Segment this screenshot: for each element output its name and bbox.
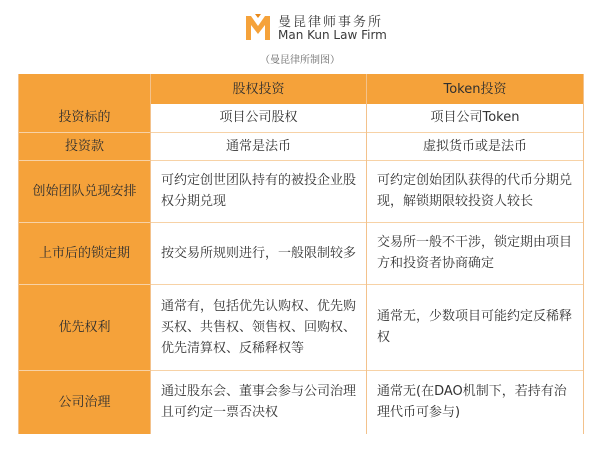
- table-row: [19, 284, 584, 370]
- row-label: 上市后的锁定期: [19, 222, 151, 284]
- table-header-row: [19, 74, 584, 104]
- row-label: 投资标的: [19, 104, 151, 132]
- page-header: [0, 0, 600, 70]
- source-note: （曼昆律所制图）: [260, 55, 340, 66]
- token-cell: 项目公司Token: [367, 104, 584, 132]
- token-cell: 可约定创始团队获得的代币分期兑现，解锁期限较投资人较长: [367, 160, 584, 222]
- token-cell: 交易所一般不干涉，锁定期由项目方和投资者协商确定: [367, 222, 584, 284]
- equity-cell: 项目公司股权: [151, 104, 367, 132]
- table-row: [19, 104, 584, 132]
- row-label: 创始团队兑现安排: [19, 160, 151, 222]
- firm-name-cn: 曼昆律师事务所: [278, 15, 384, 30]
- mankun-m-logo-icon: [244, 12, 272, 42]
- table-row: [19, 222, 584, 284]
- table-row: [19, 132, 584, 160]
- firm-name-en: Man Kun Law Firm: [278, 28, 387, 42]
- row-label: 优先权利: [19, 284, 151, 370]
- column-header-token: Token投资: [367, 74, 584, 104]
- comparison-table: [18, 74, 584, 434]
- table-row: [19, 160, 584, 222]
- token-cell: 通常无(在DAO机制下，若持有治理代币可参与): [367, 370, 584, 434]
- token-cell: 通常无，少数项目可能约定反稀释权: [367, 284, 584, 370]
- column-header-empty: [19, 74, 151, 104]
- equity-cell: 按交易所规则进行，一般限制较多: [151, 222, 367, 284]
- equity-cell: 通常是法币: [151, 132, 367, 160]
- equity-cell: 通常有，包括优先认购权、优先购买权、共售权、领售权、回购权、优先清算权、反稀释权等: [151, 284, 367, 370]
- token-cell: 虚拟货币或是法币: [367, 132, 584, 160]
- equity-cell: 可约定创世团队持有的被投企业股权分期兑现: [151, 160, 367, 222]
- column-header-equity: 股权投资: [151, 74, 367, 104]
- table-row: [19, 370, 584, 434]
- row-label: 公司治理: [19, 370, 151, 434]
- equity-cell: 通过股东会、董事会参与公司治理且可约定一票否决权: [151, 370, 367, 434]
- row-label: 投资款: [19, 132, 151, 160]
